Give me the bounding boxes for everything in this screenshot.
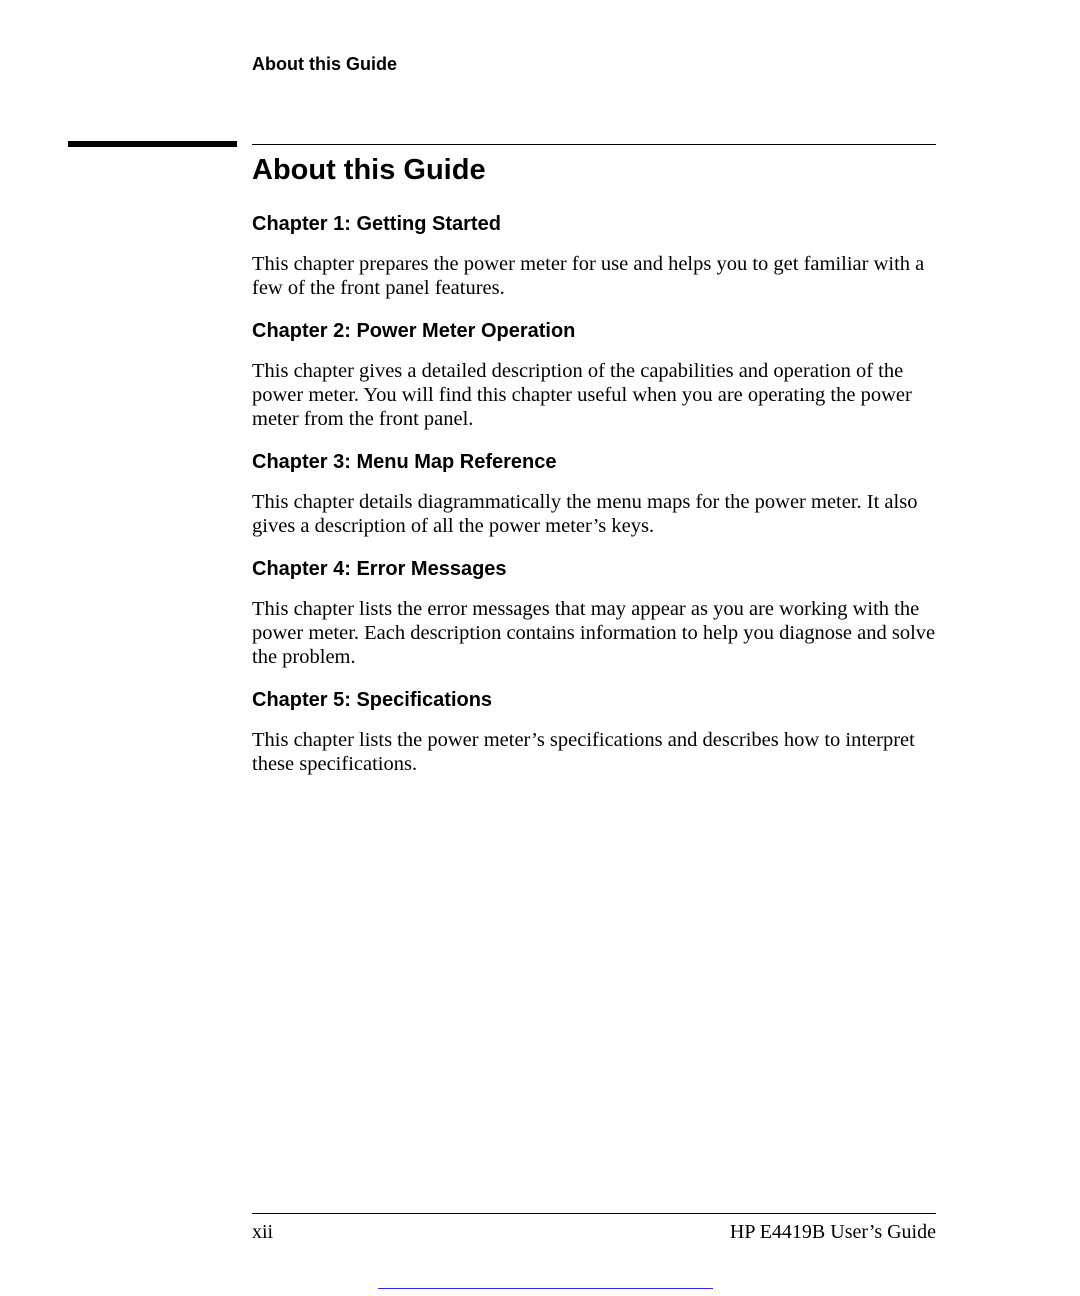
- chapter-list: [252, 211, 936, 794]
- chapter-heading: Chapter 4: Error Messages: [252, 558, 507, 580]
- chapter-item: [252, 687, 936, 776]
- footer-rule: [252, 1213, 936, 1214]
- chapter-heading: Chapter 3: Menu Map Reference: [252, 451, 557, 473]
- chapter-heading: Chapter 5: Specifications: [252, 689, 493, 711]
- chapter-description: This chapter lists the error messages that may appear as you are working with the power meter. Each description contains information to help you diagnose and solve the problem.: [252, 598, 936, 668]
- chapter-item: [252, 211, 936, 300]
- page-number: xii: [252, 1221, 274, 1243]
- chapter-heading: Chapter 2: Power Meter Operation: [252, 320, 576, 342]
- chapter-description: This chapter lists the power meter’s specifications and describes how to interpret these specifications.: [252, 729, 915, 775]
- chapter-item: [252, 449, 936, 538]
- chapter-heading: Chapter 1: Getting Started: [252, 213, 501, 235]
- chapter-item: [252, 318, 936, 431]
- document-title: HP E4419B User’s Guide: [729, 1221, 936, 1243]
- chapter-item: [252, 556, 936, 669]
- section-marker-bar: [68, 141, 237, 147]
- page-title: About this Guide: [252, 154, 486, 186]
- running-header: About this Guide: [252, 54, 397, 74]
- chapter-description: This chapter details diagrammatically the menu maps for the power meter. It also gives a description of all the power meter’s keys.: [252, 491, 918, 537]
- chapter-description: This chapter gives a detailed description of the capabilities and operation of the power meter. You will find this chapter useful when you are operating the power meter from the front panel.: [252, 360, 912, 430]
- link-underline[interactable]: [378, 1288, 713, 1289]
- chapter-description: This chapter prepares the power meter for use and helps you to get familiar with a few of the front panel features.: [252, 253, 925, 299]
- title-rule: [252, 144, 936, 145]
